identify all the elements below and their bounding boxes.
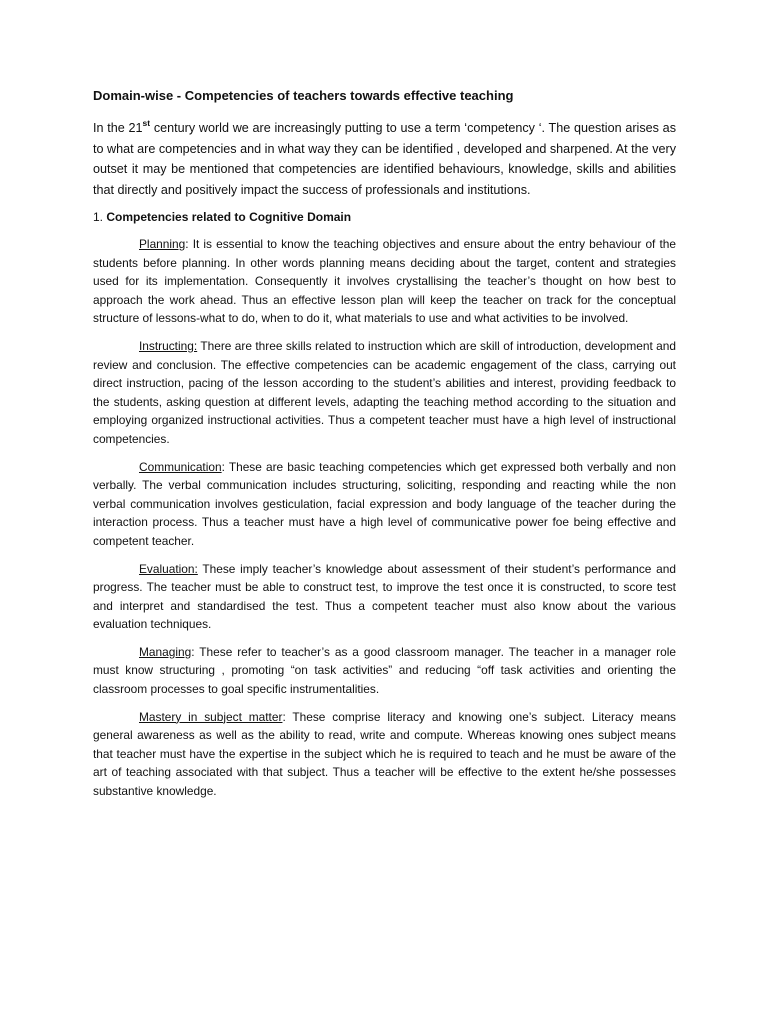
term-punct: : [185,237,189,251]
intro-text: century world we are increasingly putting to use a term ‘competency ‘. The question arises as to what are competencies and in what way they can be identified , developed and sharpened. At the very outset it may be mentioned that competencies are identified behaviours, knowledge, skills and abilities that directly and positively impact the success of professionals and institutions. [93,121,676,197]
paragraph-text: These comprise literacy and knowing one’s subject. Literacy means general awareness as well as the ability to read, write and compute. Whereas knowing ones subject means that teacher must have the expertise in the subject which he is required to teach and he must be aware of the art of teaching associated with that subject. Thus a teacher will be effective to the extent he/she possesses substantive knowledge. [93,709,676,799]
section-heading [93,208,676,226]
paragraph-communication [93,458,676,551]
paragraph-text: These imply teacher’s knowledge about assessment of their student’s performance and progress. The teacher must be able to construct test, to improve the test once it is constructed, to score test and interpret and standardised the test. Thus a competent teacher must also know about the various evaluation techniques. [93,561,676,632]
document-page [93,86,676,810]
section-heading-text: Competencies related to Cognitive Domain [106,210,352,224]
paragraph-text: These are basic teaching competencies which get expressed both verbally and non verbally. The verbal communication includes structuring, soliciting, responding and reacting while the non verbal communication involves gesticulation, facial expression and body language of the teacher during the interaction process. Thus a teacher must have a high level of communicative power foe being effective and competent teacher. [93,459,676,548]
term-mastery: Mastery in subject matter [139,709,283,724]
term-evaluation: Evaluation: [139,561,198,576]
paragraph-planning [93,235,676,328]
intro-prefix: In the 21 [93,121,143,135]
intro-superscript: st [142,117,151,128]
paragraph-text: These refer to teacher’s as a good classroom manager. The teacher in a manager role must know structuring , promoting “on task activities” and reducing “off task activities and orienting the classroom processes to goal specific instrumentalities. [93,644,676,697]
paragraph-managing [93,643,676,699]
term-planning: Planning [139,237,186,251]
term-punct: : [282,709,286,724]
term-communication: Communication [139,459,222,474]
paragraph-instructing [93,337,676,449]
term-punct: : [221,459,225,474]
paragraph-text: There are three skills related to instruction which are skill of introduction, development and review and conclusion. The effective competencies can be academic engagement of the class, carrying out direct instruction, pacing of the lesson according to the student’s abilities and interest, providing feedback to the students, asking question at different levels, adapting the teaching method according to the situation and employing organized instructional activities. Thus a competent teacher must have a high level of instructional competencies. [93,338,676,446]
paragraph-mastery [93,708,676,801]
paragraph-evaluation [93,560,676,634]
intro-paragraph [93,118,676,200]
term-instructing: Instructing: [139,338,198,353]
document-title: Domain-wise - Competencies of teachers towards effective teaching [93,88,514,103]
section-number: 1. [93,210,104,224]
paragraph-text: It is essential to know the teaching objectives and ensure about the entry behaviour of the students before planning. In other words planning means deciding about the target, content and strategies used for its implementation. Consequently it involves crystallising the teacher’s thought on how best to approach the work ahead. Thus an effective lesson plan will keep the teacher on track for the conceptual structure of lessons-what to do, when to do it, what materials to use and what activities to be involved. [93,237,676,326]
term-punct: : [191,644,195,659]
term-managing: Managing [139,644,192,659]
